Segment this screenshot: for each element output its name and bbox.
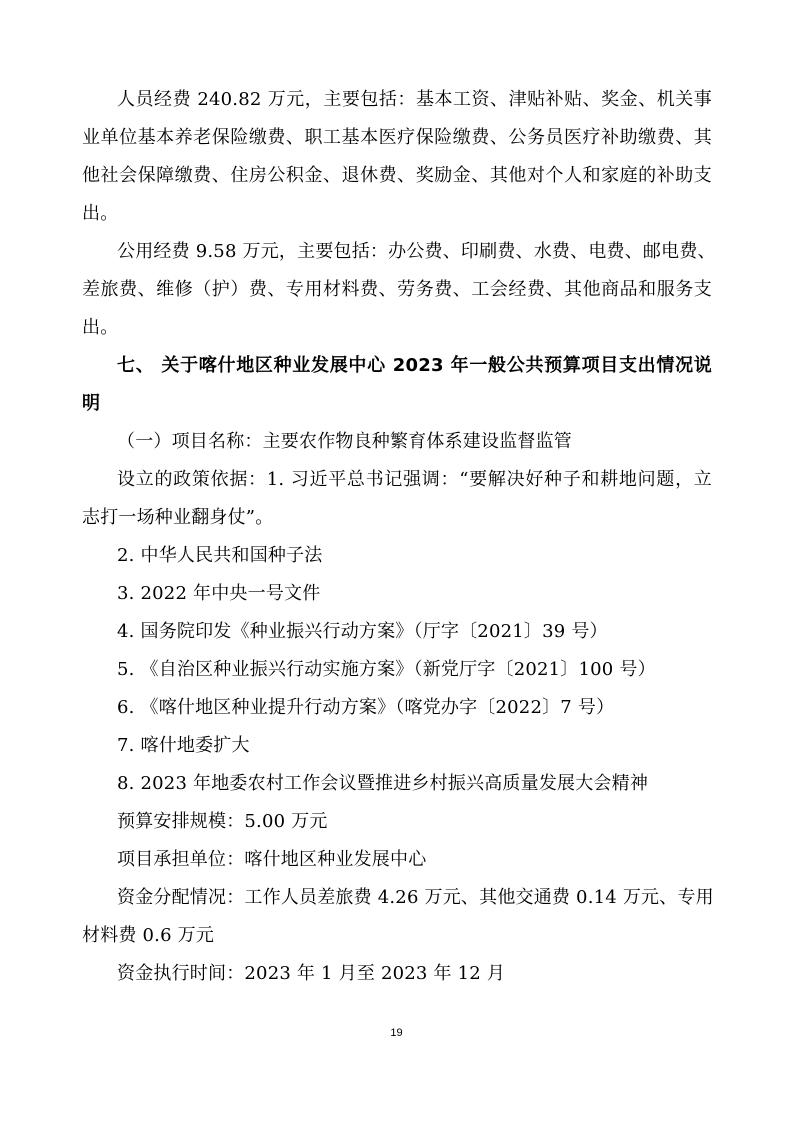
policy-item-8: 8. 2023 年地委农村工作会议暨推进乡村振兴高质量发展大会精神: [117, 773, 649, 794]
personnel-expense-line-2: 业单位基本养老保险缴费、职工基本医疗保险缴费、公务员医疗补助缴费、其: [82, 127, 712, 148]
policy-item-4: 4. 国务院印发《种业振兴行动方案》（厅字〔2021〕39 号）: [117, 621, 608, 642]
personnel-expense-line-3: 他社会保障缴费、住房公积金、退休费、奖励金、其他对个人和家庭的补助支: [82, 165, 712, 186]
fund-allocation-line-1: 资金分配情况：工作人员差旅费 4.26 万元、其他交通费 0.14 万元、专用: [117, 887, 714, 908]
personnel-expense-line-4: 出。: [82, 203, 119, 224]
project-name: （一）项目名称：主要农作物良种繁育体系建设监督监管: [117, 431, 572, 452]
fund-allocation-line-2: 材料费 0.6 万元: [82, 925, 215, 946]
policy-item-6: 6. 《喀什地区种业提升行动方案》（喀党办字〔2022〕7 号）: [117, 697, 615, 718]
policy-item-5: 5. 《自治区种业振兴行动实施方案》（新党厅字〔2021〕100 号）: [117, 659, 656, 680]
page-number: 19: [390, 1027, 403, 1039]
undertaking-unit: 项目承担单位：喀什地区种业发展中心: [117, 849, 427, 870]
personnel-expense-line-1: 人员经费 240.82 万元，主要包括：基本工资、津贴补贴、奖金、机关事: [117, 89, 712, 110]
budget-scale: 预算安排规模：5.00 万元: [117, 811, 328, 832]
policy-item-3: 3. 2022 年中央一号文件: [117, 583, 321, 604]
public-expense-line-1: 公用经费 9.58 万元，主要包括：办公费、印刷费、水费、电费、邮电费、: [117, 241, 716, 262]
fund-execution-period: 资金执行时间：2023 年 1 月至 2023 年 12 月: [117, 963, 506, 984]
public-expense-line-2: 差旅费、维修（护）费、专用材料费、劳务费、工会经费、其他商品和服务支: [82, 279, 712, 300]
policy-basis-line-1: 设立的政策依据：1. 习近平总书记强调：“要解决好种子和耕地问题，立: [117, 469, 712, 490]
policy-item-7: 7. 喀什地委扩大: [117, 735, 250, 756]
section-7-heading-line-1: 七、 关于喀什地区种业发展中心 2023 年一般公共预算项目支出情况说: [117, 355, 712, 376]
section-7-heading-line-2: 明: [82, 393, 101, 414]
public-expense-line-3: 出。: [82, 317, 119, 338]
policy-item-2: 2. 中华人民共和国种子法: [117, 545, 323, 566]
policy-basis-line-2: 志打一场种业翻身仗”。: [82, 507, 274, 528]
